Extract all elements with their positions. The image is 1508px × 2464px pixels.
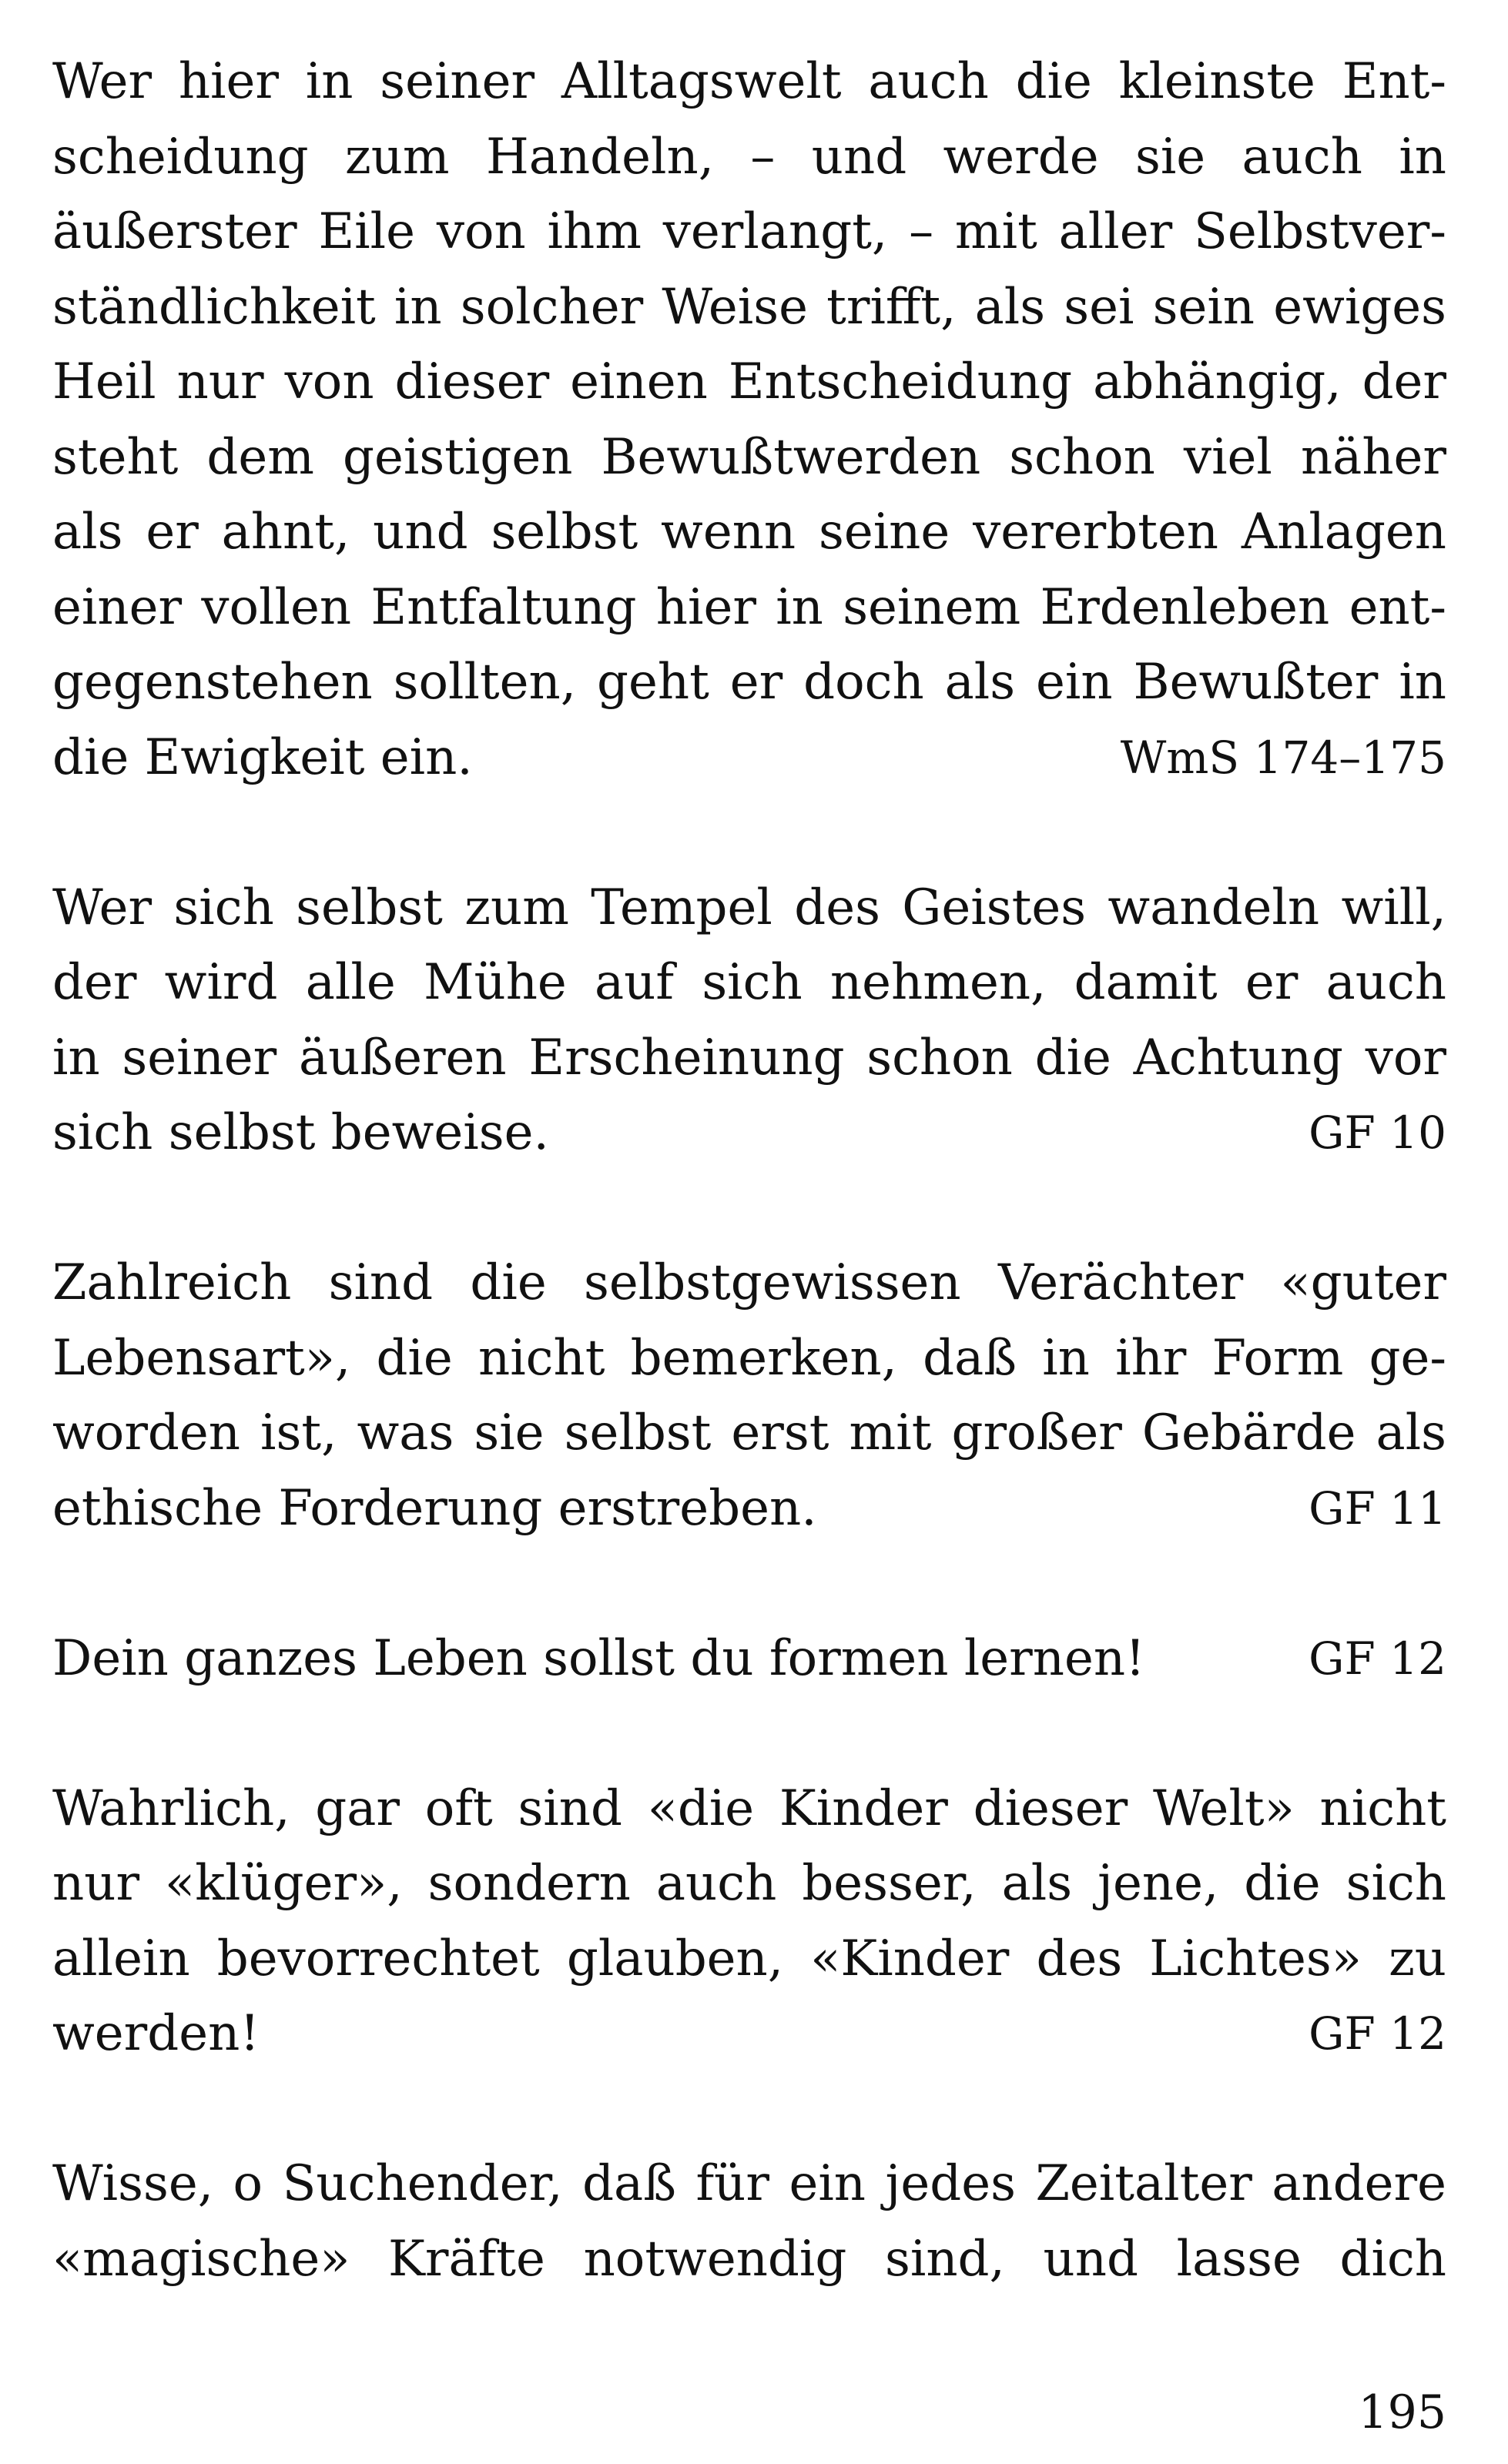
paragraph-last-line [52, 1997, 1446, 2072]
text-line: in seiner äußeren Erscheinung schon die Achtung vor [52, 1029, 1446, 1086]
text-line: der wird alle Mühe auf sich nehmen, damit er auch [52, 954, 1446, 1011]
text-line: die Ewigkeit ein. [52, 728, 473, 786]
text-line: ethische Forderung erstreben. [52, 1479, 817, 1537]
paragraph-gap [52, 795, 1446, 871]
text-line: Wer sich selbst zum Tempel des Geistes wandeln will, [52, 879, 1446, 936]
source-reference: GF 12 [1309, 1632, 1446, 1685]
source-reference: GF 10 [1309, 1106, 1446, 1159]
text-line: werden! [52, 2005, 260, 2062]
text-line: Wahrlich, gar oft sind «die Kinder dieser Welt» nicht [52, 1779, 1446, 1837]
text-line: Lebensart», die nicht bemerken, daß in ihr Form ge- [52, 1329, 1446, 1387]
source-reference: GF 11 [1309, 1481, 1446, 1535]
paragraph-gap [52, 1171, 1446, 1247]
paragraph-4 [52, 1622, 1446, 1697]
paragraph-3 [52, 1246, 1446, 1546]
text-line: worden ist, was sie selbst erst mit großer Gebärde als [52, 1404, 1446, 1461]
text-line: Wisse, o Suchender, daß für ein jedes Zeitalter andere [52, 2155, 1446, 2212]
paragraph-last-line [52, 1096, 1446, 1171]
page-number: 195 [1358, 2385, 1446, 2439]
text-line: Dein ganzes Leben sollst du formen lernen! [52, 1629, 1145, 1687]
paragraph-last-line [52, 1471, 1446, 1547]
text-line: nur «klüger», sondern auch besser, als jene, die sich [52, 1855, 1446, 1912]
text-line: äußerster Eile von ihm verlangt, – mit aller Selbstver- [52, 203, 1446, 260]
text-line: allein bevorrechtet glauben, «Kinder des Lichtes» zu [52, 1930, 1446, 1987]
text-line: scheidung zum Handeln, – und werde sie auch in [52, 128, 1446, 186]
source-reference: WmS 174–175 [1120, 731, 1446, 784]
text-line: gegenstehen sollten, geht er doch als ein Bewußter in [52, 654, 1446, 711]
paragraph-gap [52, 1696, 1446, 1772]
paragraph-last-line [52, 721, 1446, 796]
text-line: sich selbst beweise. [52, 1104, 549, 1161]
text-line: Heil nur von dieser einen Entscheidung abhängig, der [52, 353, 1446, 410]
paragraph-gap [52, 1546, 1446, 1622]
paragraph-1 [52, 45, 1446, 795]
paragraph-last-line [52, 1622, 1446, 1697]
paragraph-6 [52, 2147, 1446, 2297]
text-line: Wer hier in seiner Alltagswelt auch die kleinste Ent- [52, 53, 1446, 110]
source-reference: GF 12 [1309, 2007, 1446, 2060]
paragraph-5 [52, 1772, 1446, 2072]
text-line: «magische» Kräfte notwendig sind, und lasse dich [52, 2230, 1446, 2288]
text-line: steht dem geistigen Bewußtwerden schon viel näher [52, 428, 1446, 486]
paragraph-gap [52, 2072, 1446, 2148]
paragraph-2 [52, 871, 1446, 1171]
text-line: Zahlreich sind die selbstgewissen Verächter «guter [52, 1254, 1446, 1311]
text-line: ständlichkeit in solcher Weise trifft, als sei sein ewiges [52, 278, 1446, 336]
text-line: als er ahnt, und selbst wenn seine vererbten Anlagen [52, 504, 1446, 561]
page-body [52, 45, 1446, 2297]
text-line: einer vollen Entfaltung hier in seinem Erdenleben ent- [52, 578, 1446, 636]
